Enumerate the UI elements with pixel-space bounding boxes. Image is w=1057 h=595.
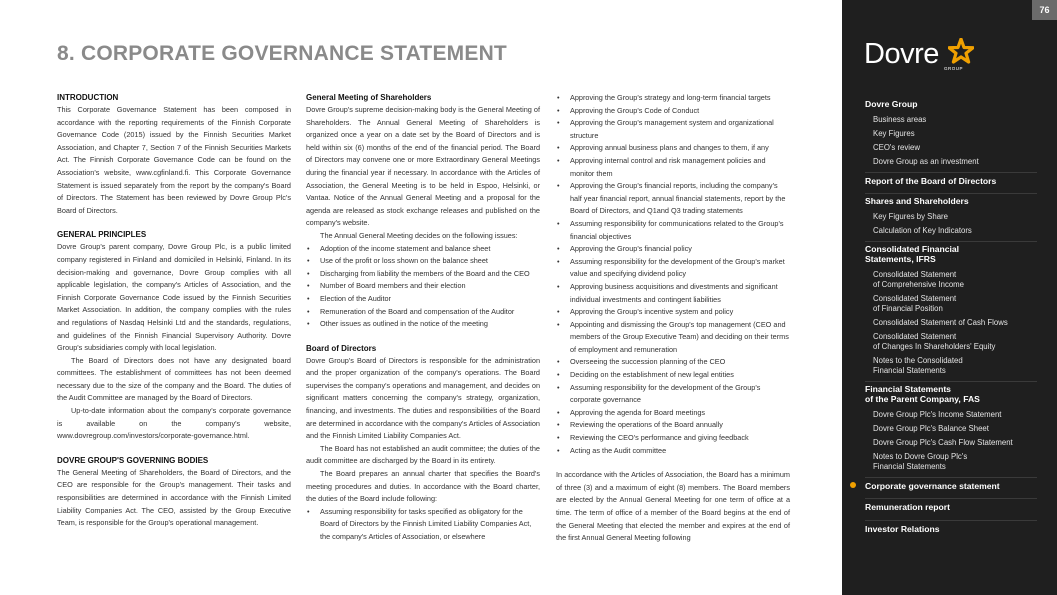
nav-item-consolidated-notes[interactable] xyxy=(873,356,1037,376)
list-item: • Use of the profit or loss shown on the balance sheet xyxy=(306,255,540,268)
list-item: • Approving internal control and risk management policies and monitor them xyxy=(556,155,790,180)
nav-label-line: of the Parent Company, FAS xyxy=(865,394,980,404)
list-item: • Approving business acquisitions and divestments and significant individual investments and contingent liabilities xyxy=(556,281,790,306)
nav-label-line: Statements, IFRS xyxy=(865,254,936,264)
page-number: 76 xyxy=(1032,0,1057,20)
list-item: • Overseeing the succession planning of the CEO xyxy=(556,356,790,369)
list-item: • Remuneration of the Board and compensation of the Auditor xyxy=(306,306,540,319)
section-heading-governing-bodies: DOVRE GROUP'S GOVERNING BODIES xyxy=(57,455,209,465)
list-item: • Approving the Group's Code of Conduct xyxy=(556,105,790,118)
bullet-list-agm-issues xyxy=(306,243,540,331)
nav-item-key-figures-by-share[interactable]: Key Figures by Share xyxy=(873,211,948,221)
paragraph: This Corporate Governance Statement has been composed in accordance with the reporting requirements of the Finnish Corporate Governance Code (2015) issued by the Finnish Securities Market Association, and Chapter 7, Section 7 of the Finnish Securities Markets Act. The Finnish Corporate Governance Code can be found on the Association's website, www.cgfinland.fi. This Corporate Governance Statement is issued separately from the report by the company's Board of Directors. The Statement has been reviewed by Dovre Group Plc's Board of Directors. xyxy=(57,105,291,215)
paragraph: The Annual General Meeting decides on the following issues: xyxy=(320,230,518,240)
nav-label-line: Consolidated Statement xyxy=(873,331,957,341)
section-heading-general-meeting: General Meeting of Shareholders xyxy=(306,93,432,102)
list-item: • Other issues as outlined in the notice of the meeting xyxy=(306,318,540,331)
list-item: • Number of Board members and their election xyxy=(306,280,540,293)
nav-item-business-areas[interactable]: Business areas xyxy=(873,114,927,124)
list-item: • Election of the Auditor xyxy=(306,293,540,306)
nav-label-line: Consolidated Statement xyxy=(873,293,957,303)
nav-item-parent-notes[interactable] xyxy=(873,452,1037,472)
nav-item-corporate-governance[interactable]: Corporate governance statement xyxy=(865,480,1000,491)
list-item: • Approving annual business plans and changes to them, if any xyxy=(556,142,790,155)
paragraph: The Board has not established an audit committee; the duties of the audit committee are discharged by the Board in its entirety. xyxy=(306,443,540,466)
dovre-logo[interactable] xyxy=(864,38,984,76)
list-item: • Approving the agenda for Board meetings xyxy=(556,407,790,420)
list-item: • Assuming responsibility for communications related to the Group's financial objectives xyxy=(556,218,790,243)
nav-item-key-figures[interactable]: Key Figures xyxy=(873,128,915,138)
list-item: • Assuming responsibility for the development of the Group's market value and specifying dividend policy xyxy=(556,256,790,281)
nav-item-cash-flows[interactable] xyxy=(873,318,1037,328)
nav-section-dovre-group xyxy=(865,97,1037,173)
section-heading-introduction: INTRODUCTION xyxy=(57,93,119,102)
nav-item-dovre-group[interactable]: Dovre Group xyxy=(865,99,918,109)
nav-section-board-report xyxy=(865,173,1037,195)
list-item: • Approving the Group's management system and organizational structure xyxy=(556,117,790,142)
nav-section-fas xyxy=(865,382,1037,478)
text-column-3 xyxy=(556,92,790,545)
list-item: • Discharging from liability the members of the Board and the CEO xyxy=(306,268,540,281)
nav-item-shareholders-equity[interactable] xyxy=(873,332,1037,352)
list-item: • Approving the Group's financial reports, including the company's half year financial report, annual financial statements, report by the Board of Directors, and Q1and Q3 trading statements xyxy=(556,180,790,218)
nav-item-investor-relations[interactable]: Investor Relations xyxy=(865,523,940,534)
nav-item-investment[interactable]: Dovre Group as an investment xyxy=(873,156,979,166)
paragraph: Dovre Group's supreme decision-making body is the General Meeting of Shareholders. The Annual General Meeting of Shareholders is organized once a year on a date set by the Board of Directors and is held within six (6) months of the end of the financial period. The Board of Directors may convene one or more Extraordinary General Meetings during the financial year if necessary. In accordance with the Articles of Association, the General Meeting is to be held in Espoo, Helsinki, or Vantaa. Notice of the Annual General Meeting and a proposal for the agenda are released as stock exchange releases and published on the company's website. xyxy=(306,105,540,228)
nav-item-balance-sheet[interactable]: Dovre Group Plc's Balance Sheet xyxy=(873,423,989,433)
nav-label-line: Financial Statements xyxy=(873,461,946,471)
nav-item-consolidated-ifrs[interactable] xyxy=(865,244,1037,265)
paragraph: In accordance with the Articles of Association, the Board has a minimum of three (3) and a maximum of eight (8) members. The Board members are elected by the Annual General Meeting for one term of office at a time. The term of office of a member of the Board begins at the end of the General Meeting that elected the member and expires at the end of the first Annual General Meeting following xyxy=(556,470,790,543)
nav-label-line: of Financial Position xyxy=(873,303,943,313)
list-item: • Approving the Group's incentive system and policy xyxy=(556,306,790,319)
nav-label-line: Notes to the Consolidated xyxy=(873,355,963,365)
star-icon xyxy=(948,38,974,64)
paragraph: Dovre Group's parent company, Dovre Group Plc, is a public limited company registered in Finland and domiciled in Helsinki, Finland. In its decision-making and governance, Dovre Group complies with all applicable legislation, the company's Articles of Association, and the Finnish Corporate Governance Code issued by the Finnish Securities Market Association. In addition, the company complies with the rules and regulations of Nasdaq Helsinki Ltd and the standards, regulations, and guidelines of the Finnish Financial Supervisory Authority. Dovre Group's subsidiaries comply with local legislation. xyxy=(57,242,291,353)
nav-item-board-report[interactable]: Report of the Board of Directors xyxy=(865,175,997,186)
list-item: • Adoption of the income statement and balance sheet xyxy=(306,243,540,256)
nav-label-line: Financial Statements xyxy=(873,365,946,375)
nav-section-remuneration xyxy=(865,499,1037,521)
list-item: • Approving the Group's financial policy xyxy=(556,243,790,256)
nav-item-comprehensive-income[interactable] xyxy=(873,270,1037,290)
list-item: • Acting as the Audit committee xyxy=(556,445,790,458)
nav-section-shares xyxy=(865,194,1037,242)
nav-item-parent-fas[interactable] xyxy=(865,384,1037,405)
section-heading-general-principles: GENERAL PRINCIPLES xyxy=(57,230,147,240)
nav-label-line: Consolidated Financial xyxy=(865,243,960,254)
nav-label-line: Consolidated Statement of Cash Flows xyxy=(873,317,1008,327)
text-column-1 xyxy=(57,92,291,530)
logo-subtitle: GROUP xyxy=(944,66,964,71)
paragraph: Up-to-date information about the company's corporate governance is available on the company's website, www.dovregroup.com/investors/corporate-governance.html. xyxy=(57,406,291,441)
nav-section-governance xyxy=(865,478,1037,500)
list-item: • Appointing and dismissing the Group's top management (CEO and members of the Group Executive Team) and deciding on their terms of employment and remuneration xyxy=(556,319,790,357)
text-column-2 xyxy=(306,92,540,544)
nav-section-ifrs xyxy=(865,242,1037,382)
nav-label-line: Consolidated Statement xyxy=(873,269,957,279)
list-item: • Assuming responsibility for tasks specified as obligatory for the Board of Directors by the Finnish Limited Liability Companies Act, the company's Articles of Association, or elsewhere xyxy=(306,506,540,544)
list-item: • Deciding on the establishment of new legal entities xyxy=(556,369,790,382)
nav-item-shares-and-shareholders[interactable]: Shares and Shareholders xyxy=(865,196,969,206)
paragraph: The General Meeting of Shareholders, the Board of Directors, and the CEO are responsible for the Group's management. Their tasks and responsibilities are determined in accordance with the Finnish Limited Liability Companies Act. The CEO, assisted by the Group Executive Team, is responsible for the Group's operational management. xyxy=(57,467,291,528)
bullet-list-board-duties-continued xyxy=(556,92,790,457)
nav-section-investor-relations xyxy=(865,521,1037,542)
nav-label-line: Notes to Dovre Group Plc's xyxy=(873,451,968,461)
nav-item-remuneration-report[interactable]: Remuneration report xyxy=(865,502,950,512)
nav-item-income-statement[interactable]: Dovre Group Plc's Income Statement xyxy=(873,409,1002,419)
nav-label-line: of Changes In Shareholders' Equity xyxy=(873,341,996,351)
paragraph: Dovre Group's Board of Directors is responsible for the administration and the proper organization of the company's operations. The Board supervises the company's operations and management, and decides on significant matters concerning the company's strategy, organization, financing, and investments. The duties and responsibilities of the Board are determined in accordance with the company's Articles of Association and the Finnish Limited Liability Companies Act. xyxy=(306,355,540,441)
logo-wordmark: Dovre xyxy=(864,38,939,70)
list-item: • Reviewing the operations of the Board annually xyxy=(556,419,790,432)
bullet-list-board-duties xyxy=(306,506,540,544)
nav-item-cash-flow-statement[interactable]: Dovre Group Plc's Cash Flow Statement xyxy=(873,437,1013,447)
nav-label-line: of Comprehensive Income xyxy=(873,279,965,289)
nav-menu xyxy=(865,97,1037,541)
paragraph: The Board prepares an annual charter that specifies the Board's meeting procedures and duties. In accordance with the Board charter, the duties of the Board include following: xyxy=(306,469,540,504)
nav-item-ceo-review[interactable]: CEO's review xyxy=(873,142,920,152)
section-heading-board-of-directors: Board of Directors xyxy=(306,343,377,353)
active-indicator-dot xyxy=(850,482,856,488)
page-title: 8. CORPORATE GOVERNANCE STATEMENT xyxy=(57,42,507,65)
list-item: • Reviewing the CEO's performance and giving feedback xyxy=(556,432,790,445)
nav-label-line: Financial Statements xyxy=(865,383,951,394)
sidebar-navigation xyxy=(842,0,1057,595)
nav-item-financial-position[interactable] xyxy=(873,294,1037,314)
list-item: • Approving the Group's strategy and long-term financial targets xyxy=(556,92,790,105)
list-item: • Assuming responsibility for the development of the Group's corporate governance xyxy=(556,382,790,407)
paragraph: The Board of Directors does not have any designated board committees. The establishment of committees has not been deemed necessary due to the size of the company and the Board. The duties of the Audit Committee are managed by the Board of Directors. xyxy=(57,355,291,403)
nav-item-key-indicators[interactable]: Calculation of Key Indicators xyxy=(873,225,972,235)
